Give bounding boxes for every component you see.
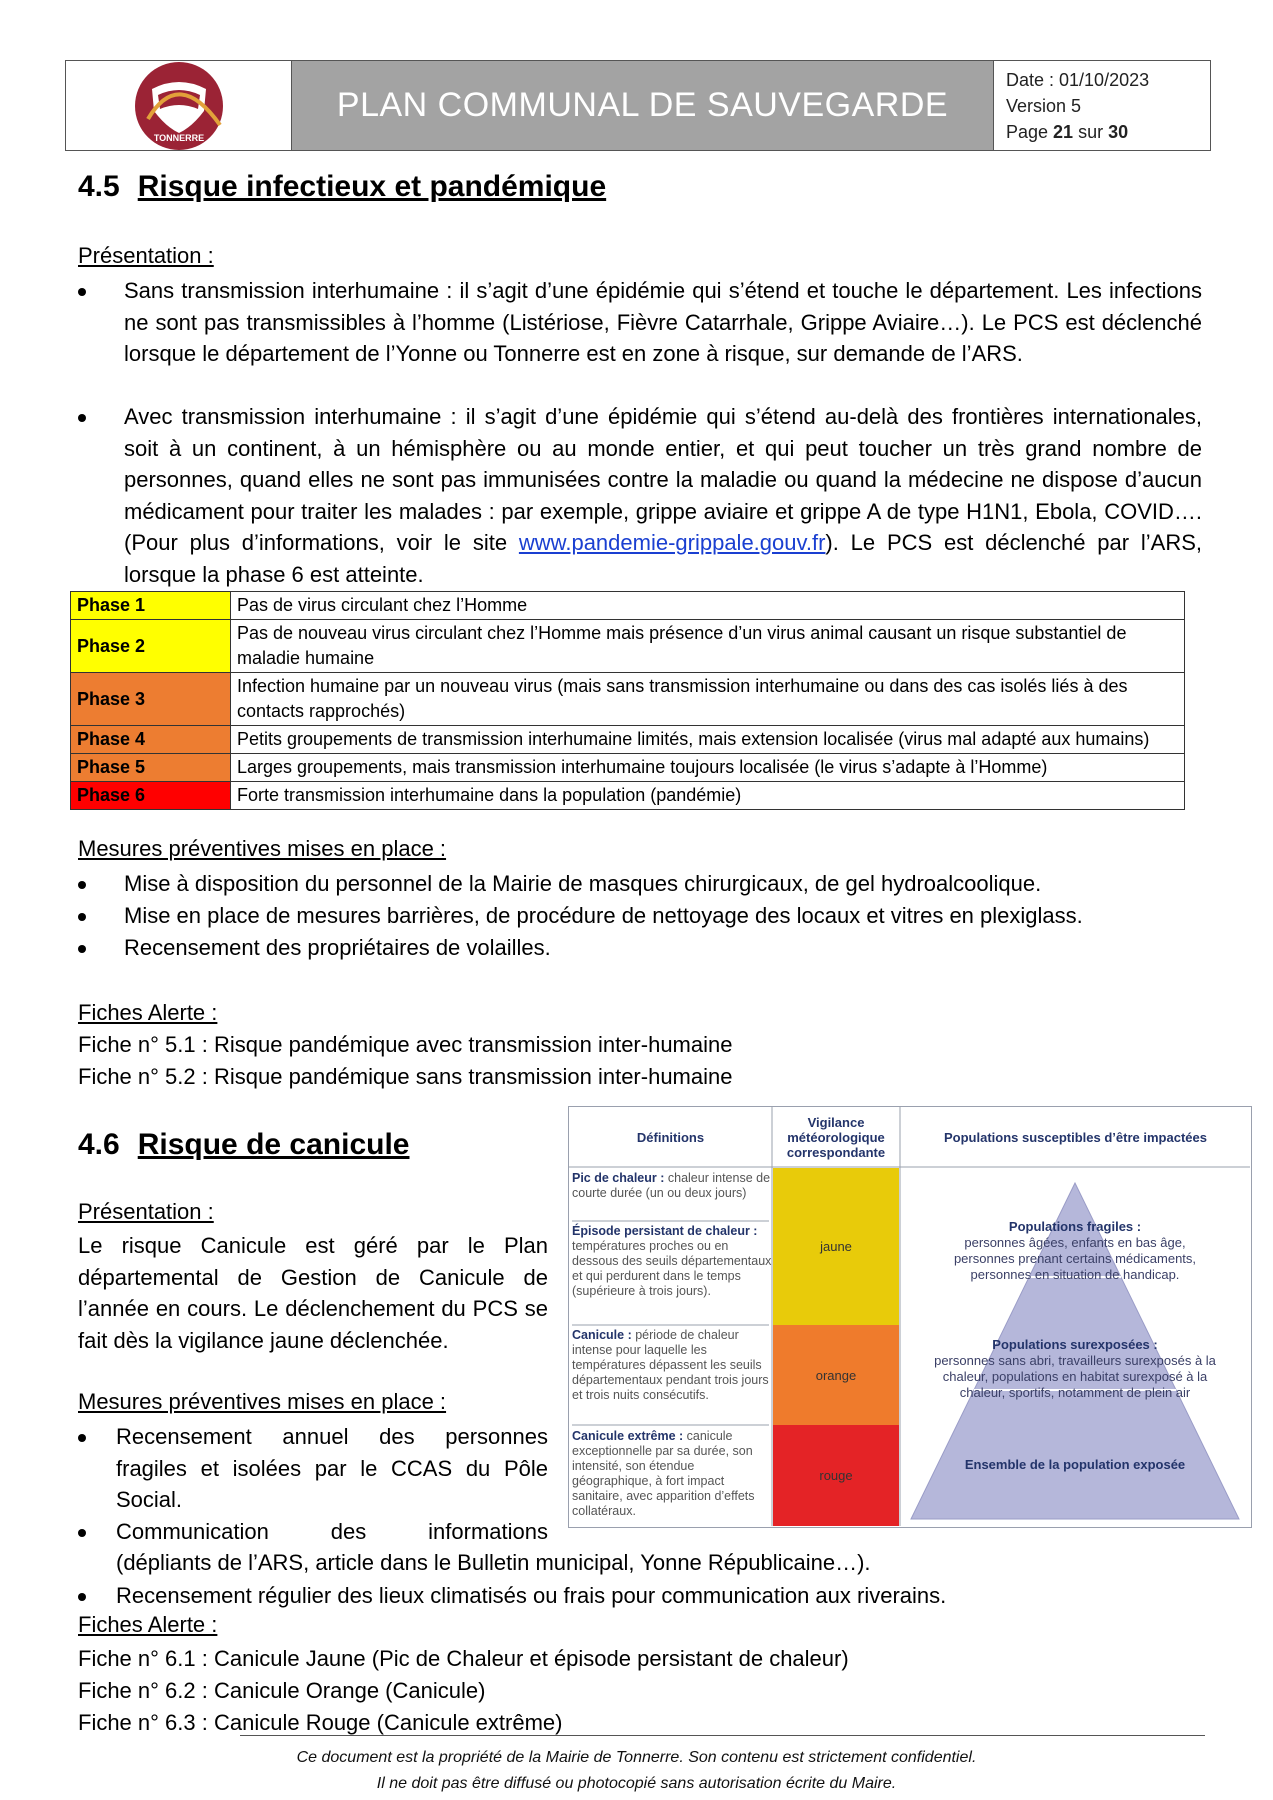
section-4-6-heading (78, 1128, 409, 1162)
bullet-text: Sans transmission interhumaine : il s’agit d’une épidémie qui s’étend et touche le département. Les infections ne sont pas transmissibles à l’homme (Listériose, Fièvre Catarrhale, Grippe Aviaire…). Le PCS est déclenché lorsque le département de l’Yonne ou Tonnerre est en zone à risque, sur demande de l’ARS. (124, 278, 1202, 366)
phase-label: Phase 4 (71, 726, 231, 754)
phase-description: Pas de virus circulant chez l’Homme (231, 592, 1185, 620)
canicule-presentation: Le risque Canicule est géré par le Plan départemental de Gestion de Canicule de l’année en cours. Le déclenchement du PCS se fait dès la vigilance jaune déclenchée. (78, 1233, 548, 1353)
fiches-label: Fiches Alerte : (78, 1612, 218, 1637)
list-item (78, 1421, 548, 1515)
phase-row (71, 592, 1185, 620)
definition-episode-persistant: Épisode persistant de chaleur : températures proches ou en dessous des seuils départementaux et qui perdurent dans le temps (supérieure à trois jours). (572, 1224, 772, 1298)
bullet-text: Communication des informations (116, 1519, 548, 1544)
populations-surexposees: Populations surexposées : personnes sans abri, travailleurs surexposés à la chaleur, populations en habitat surexposé à la chaleur, sportifs, notamment de plein air (934, 1337, 1216, 1400)
section-number: 4.6 (78, 1128, 120, 1161)
bullet-text: Recensement annuel des personnes fragiles et isolées par le CCAS du Pôle Social. (116, 1424, 548, 1512)
fiche-item: Fiche n° 5.2 : Risque pandémique sans transmission inter-humaine (78, 1064, 733, 1089)
phase-label: Phase 1 (71, 592, 231, 620)
footer-line-2: Il ne doit pas être diffusé ou photocopié sans autorisation écrite du Maire. (376, 1775, 897, 1792)
footer-divider (240, 1735, 1205, 1736)
vigilance-jaune-label: jaune (820, 1239, 852, 1254)
phase-label: Phase 3 (71, 673, 231, 726)
list-item (78, 275, 1202, 401)
phase-description: Pas de nouveau virus circulant chez l’Homme mais présence d’un virus animal causant un risque substantiel de maladie humaine (231, 620, 1185, 673)
presentation-label: Présentation : (78, 1199, 214, 1224)
logo-text: TONNERRE (153, 132, 204, 143)
fiche-item: Fiche n° 6.3 : Canicule Rouge (Canicule extrême) (78, 1710, 563, 1735)
mesures-label: Mesures préventives mises en place : (78, 836, 447, 861)
col-header-definitions: Définitions (636, 1129, 705, 1145)
bullet-icon (78, 414, 86, 422)
col-header-populations: Populations susceptibles d’être impactées (944, 1129, 1207, 1145)
bullet-icon (78, 881, 86, 889)
section-title: Risque de canicule (137, 1128, 410, 1161)
doc-date: Date : 01/10/2023 (1006, 70, 1150, 90)
page-indicator: Page 21 sur 30 (1006, 122, 1129, 142)
document-meta (994, 61, 1210, 150)
bullet-text: Recensement régulier des lieux climatisés ou frais pour communication aux riverains. (116, 1583, 947, 1608)
bullet-icon (78, 1529, 86, 1537)
page-total: 30 (1108, 122, 1129, 142)
pandemie-link[interactable]: www.pandemie-grippale.gouv.fr (518, 530, 826, 555)
phase-description: Infection humaine par un nouveau virus (mais sans transmission interhumaine ou dans des cas isolés liés à des contacts rapprochés) (231, 673, 1185, 726)
canicule-vigilance-figure (568, 1106, 1252, 1528)
document-header (65, 60, 1211, 151)
tonnerre-logo (132, 61, 226, 151)
list-item (78, 401, 1202, 590)
phase-description: Forte transmission interhumaine dans la population (pandémie) (231, 782, 1185, 810)
presentation-label: Présentation : (78, 243, 214, 268)
list-item (78, 900, 1202, 931)
col-header-vigilance: Vigilance météorologique correspondante (786, 1114, 886, 1160)
section-4-5-heading (78, 170, 606, 204)
bullet-text-continued: (dépliants de l’ARS, article dans le Bulletin municipal, Yonne Républicaine…). (116, 1550, 871, 1575)
phase-label: Phase 2 (71, 620, 231, 673)
document-footer (0, 1745, 1273, 1797)
populations-fragiles: Populations fragiles : personnes âgées, enfants en bas âge, personnes prenant certains médicaments, personnes en situation de handicap. (953, 1219, 1197, 1282)
list-item (78, 932, 1202, 963)
logo-cell (66, 61, 292, 150)
phase-description: Petits groupements de transmission interhumaine limités, mais extension localisée (virus mal adapté aux humains) (231, 726, 1185, 754)
list-item (78, 868, 1202, 899)
bullet-icon (78, 288, 86, 296)
phase-table (70, 591, 1185, 810)
section-title: Risque infectieux et pandémique (137, 170, 607, 203)
definition-canicule-extreme: Canicule extrême : canicule exceptionnelle par sa durée, son intensité, son étendue géographique, à fort impact sanitaire, avec apparition d’effets collatéraux. (572, 1429, 755, 1518)
phase-label: Phase 5 (71, 754, 231, 782)
bullet-icon (78, 945, 86, 953)
vigilance-orange-label: orange (815, 1367, 857, 1383)
vigilance-rouge-label: rouge (819, 1468, 853, 1483)
page-number: 21 (1053, 122, 1074, 142)
phase-row (71, 754, 1185, 782)
phase-description: Larges groupements, mais transmission interhumaine toujours localisée (le virus s’adapte à l’Homme) (231, 754, 1185, 782)
definition-pic-chaleur: Pic de chaleur : chaleur intense de courte durée (un ou deux jours) (572, 1171, 771, 1200)
phase-row (71, 726, 1185, 754)
fiche-item: Fiche n° 6.1 : Canicule Jaune (Pic de Chaleur et épisode persistant de chaleur) (78, 1646, 849, 1671)
phase-row (71, 620, 1185, 673)
population-exposee: Ensemble de la population exposée (964, 1457, 1186, 1472)
document-title: PLAN COMMUNAL DE SAUVEGARDE (292, 61, 994, 150)
footer-line-1: Ce document est la propriété de la Mairie de Tonnerre. Son contenu est strictement confidentiel. (296, 1749, 977, 1766)
bullet-text: Mise en place de mesures barrières, de procédure de nettoyage des locaux et vitres en plexiglass. (124, 903, 1083, 928)
doc-version: Version 5 (1006, 96, 1082, 116)
bullet-text: Mise à disposition du personnel de la Mairie de masques chirurgicaux, de gel hydroalcoolique. (124, 871, 1042, 896)
bullet-icon (78, 1593, 86, 1601)
bullet-icon (78, 1434, 86, 1442)
bullet-text: Avec transmission interhumaine : il s’agit d’une épidémie qui s’étend au-delà des frontières internationales, soit à un continent, à un hémisphère ou au monde entier, et qui peut toucher un très grand nombre de personnes, quand elles ne sont pas immunisées contre la maladie ou quand la médecine ne dispose d’aucun médicament pour traiter les malades : par exemple, grippe aviaire et grippe A de type H1N1, Ebola, COVID…. (Pour plus d’informations, voir le site www.pandemie-grippale.gouv.fr). Le PCS est déclenché par l’ARS, lorsque la phase 6 est atteinte. (124, 404, 1202, 587)
fiches-label: Fiches Alerte : (78, 1000, 218, 1025)
section-number: 4.5 (78, 170, 120, 203)
bullet-text: Recensement des propriétaires de volailles. (124, 935, 551, 960)
fiche-item: Fiche n° 5.1 : Risque pandémique avec transmission inter-humaine (78, 1032, 733, 1057)
bullet-icon (78, 913, 86, 921)
definition-canicule: Canicule : période de chaleur intense pour laquelle les températures dépassent les seuils départementaux pendant trois jours et trois nuits consécutifs. (572, 1328, 769, 1402)
phase-row (71, 782, 1185, 810)
mesures-label: Mesures préventives mises en place : (78, 1389, 447, 1414)
phase-label: Phase 6 (71, 782, 231, 810)
phase-row (71, 673, 1185, 726)
list-item (78, 1580, 1202, 1611)
fiche-item: Fiche n° 6.2 : Canicule Orange (Canicule) (78, 1678, 486, 1703)
